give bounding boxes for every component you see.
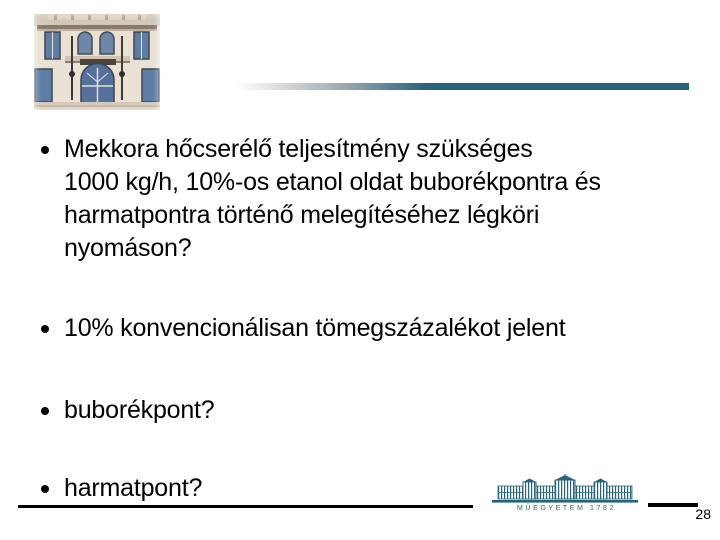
- bullet-item-question: [38, 133, 706, 265]
- logo-text: MŰEGYETEM 1782: [516, 505, 617, 512]
- bullet-list: [38, 133, 706, 505]
- bullet-item-bubble-point: [38, 394, 706, 427]
- university-building-photo: [26, 6, 168, 116]
- bullet-dot: [41, 325, 49, 333]
- bullet-text-line: Mekkora hőcserélő teljesítmény szükséges: [64, 135, 533, 163]
- university-logo: [492, 474, 638, 512]
- footer-rule-left: [18, 505, 473, 508]
- logo-building-icon: [492, 474, 638, 504]
- bullet-dot: [41, 485, 49, 493]
- bullet-text-line: nyomáson?: [64, 234, 192, 262]
- header-accent-bar: [236, 83, 689, 90]
- page-number: 28: [695, 506, 711, 522]
- bullet-dot: [41, 146, 49, 154]
- bullet-text-line: buborékpont?: [64, 396, 215, 424]
- footer-rule-right: [648, 503, 698, 507]
- bullet-text-line: 1000 kg/h, 10%-os etanol oldat buborékpontra és: [64, 168, 601, 196]
- bullet-text-line: 10% konvencionálisan tömegszázalékot jelent: [64, 314, 566, 342]
- bullet-text-line: harmatpont?: [64, 474, 203, 502]
- bullet-dot: [41, 407, 49, 415]
- bullet-text-line: harmatpontra történő melegítéséhez légköri: [64, 201, 540, 229]
- bullet-item-convention: [38, 312, 706, 345]
- building-photo-graphic: [26, 6, 168, 116]
